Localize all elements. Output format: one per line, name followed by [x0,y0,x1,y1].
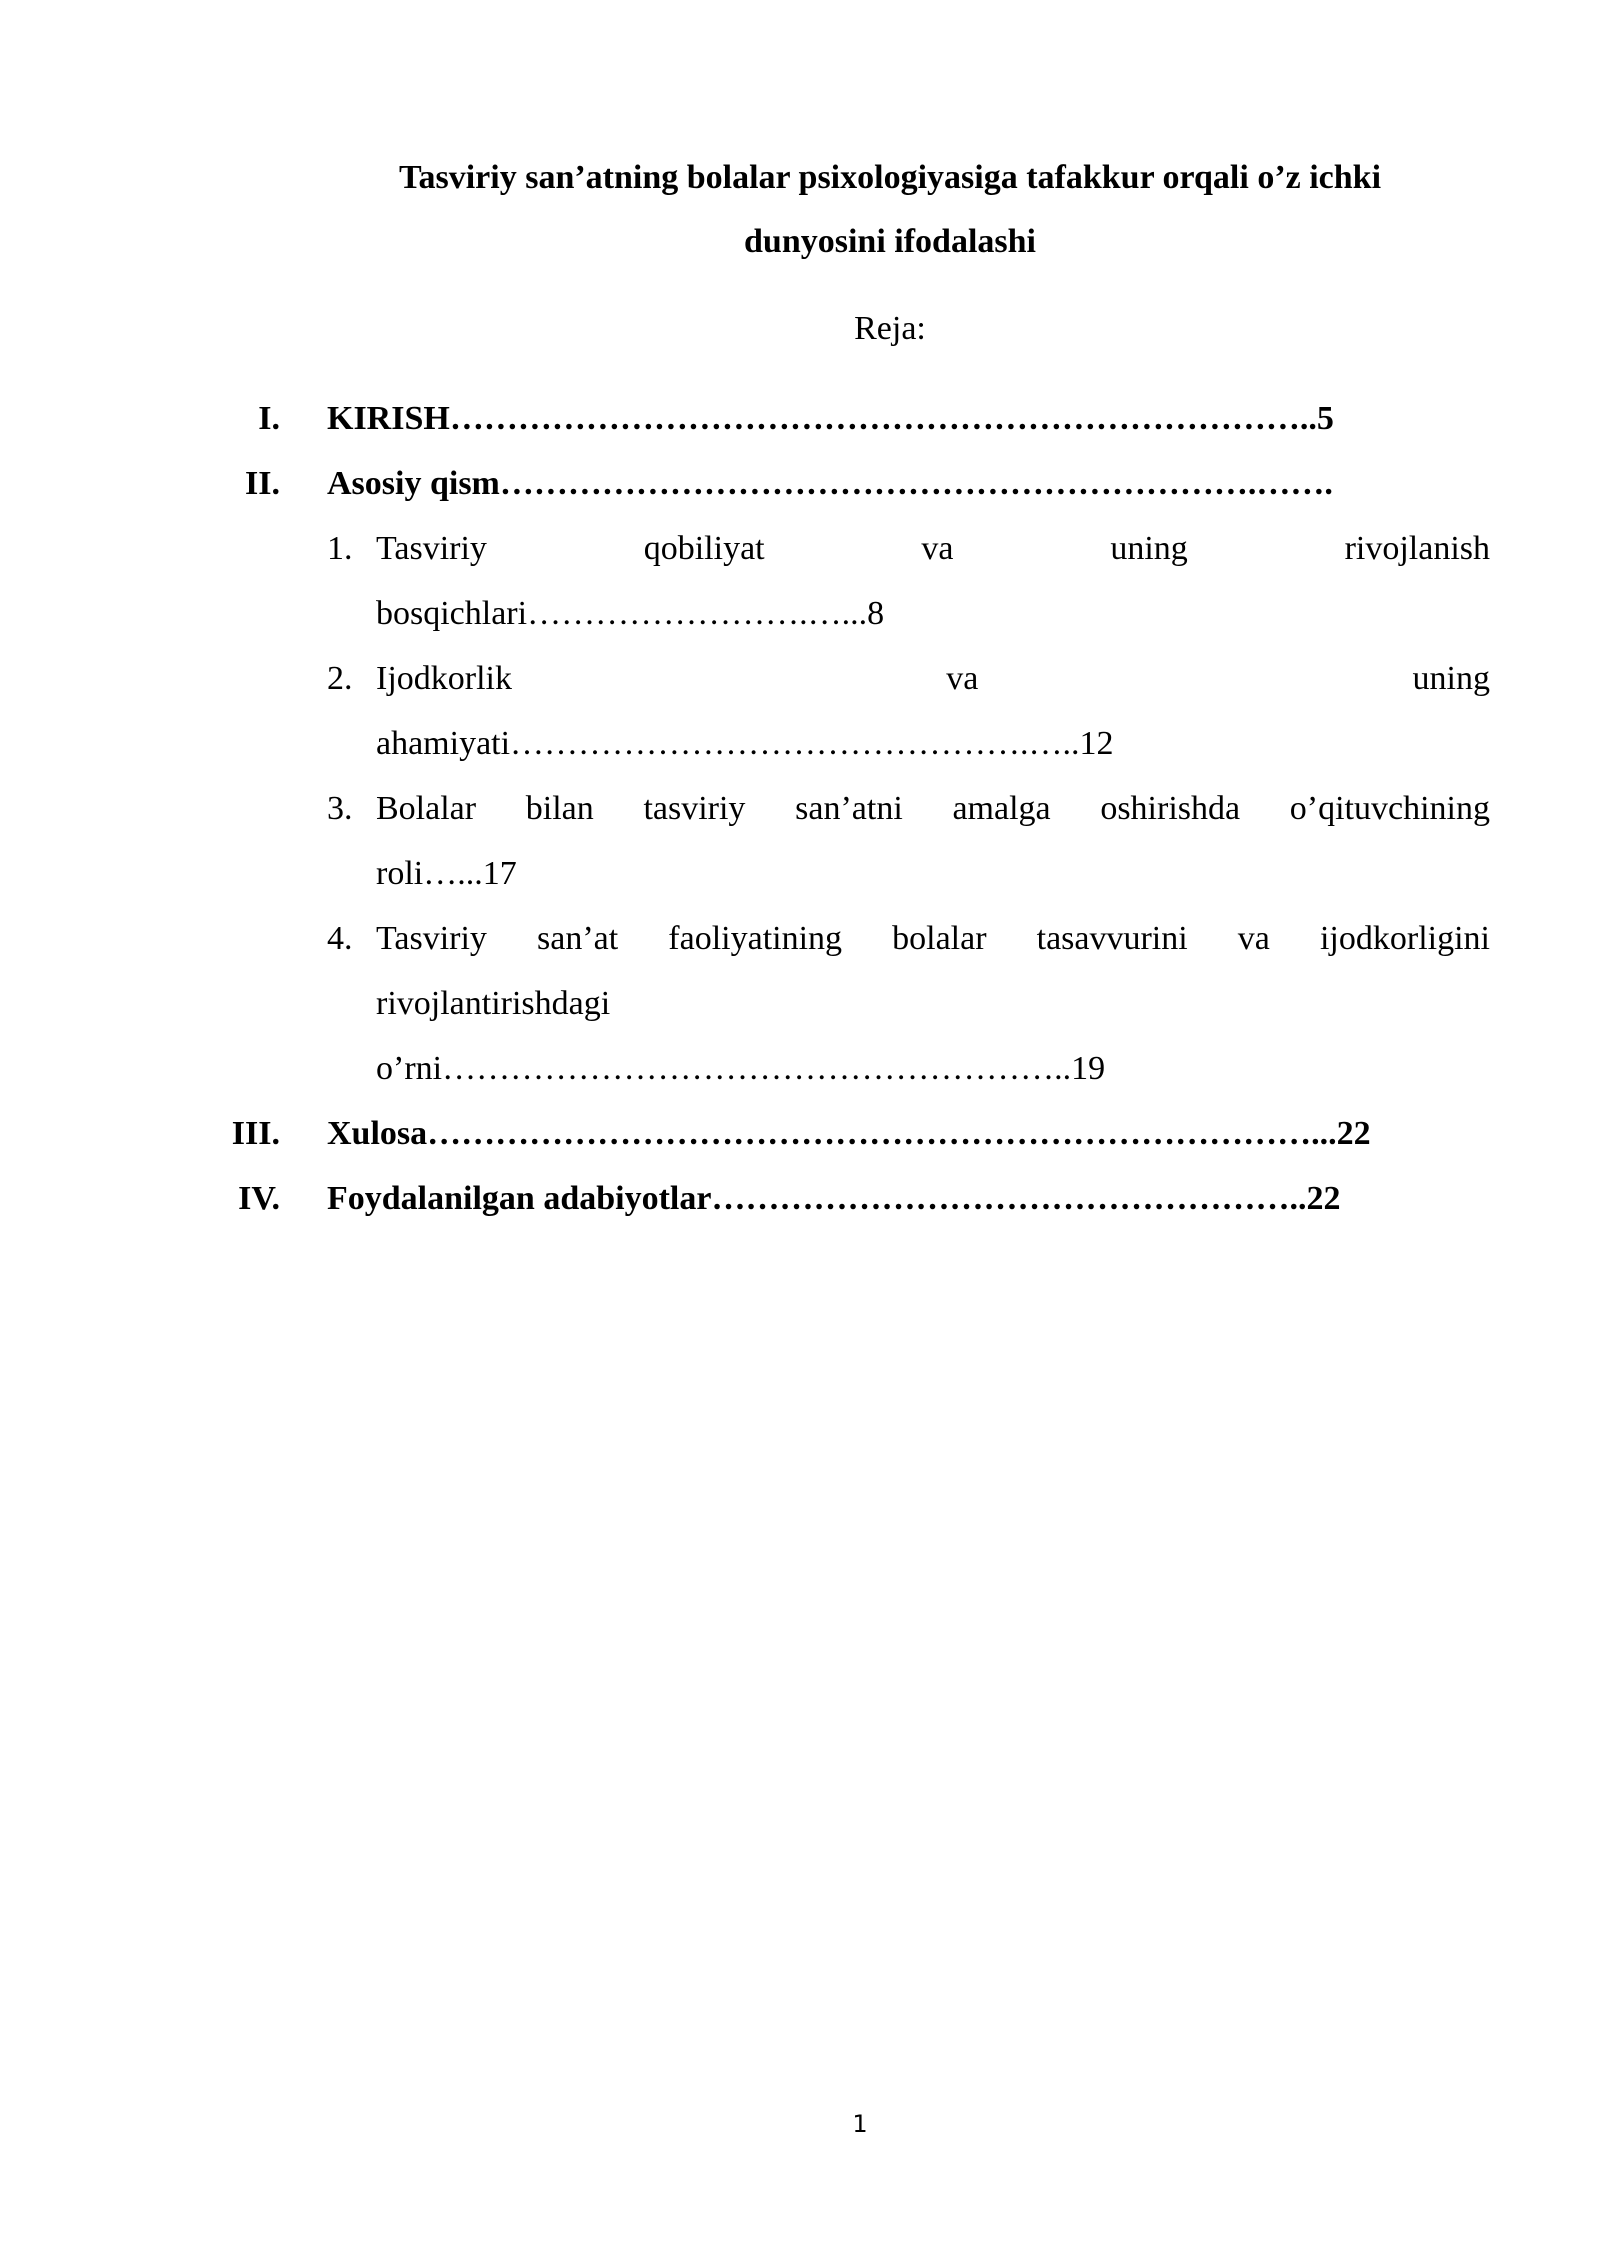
toc-sub-number-3: 3. [327,790,353,827]
toc-sub-entry-4-line-3: o’rni………………………………………………..19 [376,1050,1106,1087]
toc-section-number-1: I. [258,400,280,437]
toc-sub-entry-3-line-2: roli…...17 [376,855,517,892]
toc-sub-entry-4-line-2: rivojlantirishdagi [376,985,611,1022]
toc-section-number-4: IV. [238,1180,280,1217]
toc-sub-number-1: 1. [327,530,353,567]
toc-sub-number-2: 2. [327,660,353,697]
toc-entry-introduction: KIRISH…………………………………………………………………..5 [327,400,1334,437]
document-title-line-1: Tasviriy san’atning bolalar psixologiyasiga tafakkur orqali o’z ichki [398,159,1382,196]
toc-sub-entry-1-line-2: bosqichlari…………………….…...8 [376,595,885,632]
toc-sub-entry-2-line-1: Ijodkorlik va uning [376,660,1490,697]
toc-entry-conclusion: Xulosa……………………………………………………………………...22 [327,1115,1371,1152]
toc-section-number-3: III. [231,1115,280,1152]
toc-entry-references: Foydalanilgan adabiyotlar……………………………………………..22 [327,1180,1341,1217]
document-title-line-2: dunyosini ifodalashi [744,223,1036,260]
toc-sub-entry-1-line-1: Tasviriy qobiliyat va uning rivojlanish [376,530,1490,567]
toc-sub-entry-3-line-1: Bolalar bilan tasviriy san’atni amalga oshirishda o’qituvchining [376,790,1490,827]
toc-sub-number-4: 4. [327,920,353,957]
plan-heading: Reja: [854,310,926,347]
toc-sub-entry-4-line-1: Tasviriy san’at faoliyatining bolalar tasavvurini va ijodkorligini [376,920,1490,957]
toc-entry-main-part: Asosiy qism………………………………………………………….……. [327,465,1333,502]
page-number: 1 [852,2110,868,2138]
toc-sub-entry-2-line-2: ahamiyati……………………………………….…..12 [376,725,1114,762]
toc-section-number-2: II. [245,465,280,502]
